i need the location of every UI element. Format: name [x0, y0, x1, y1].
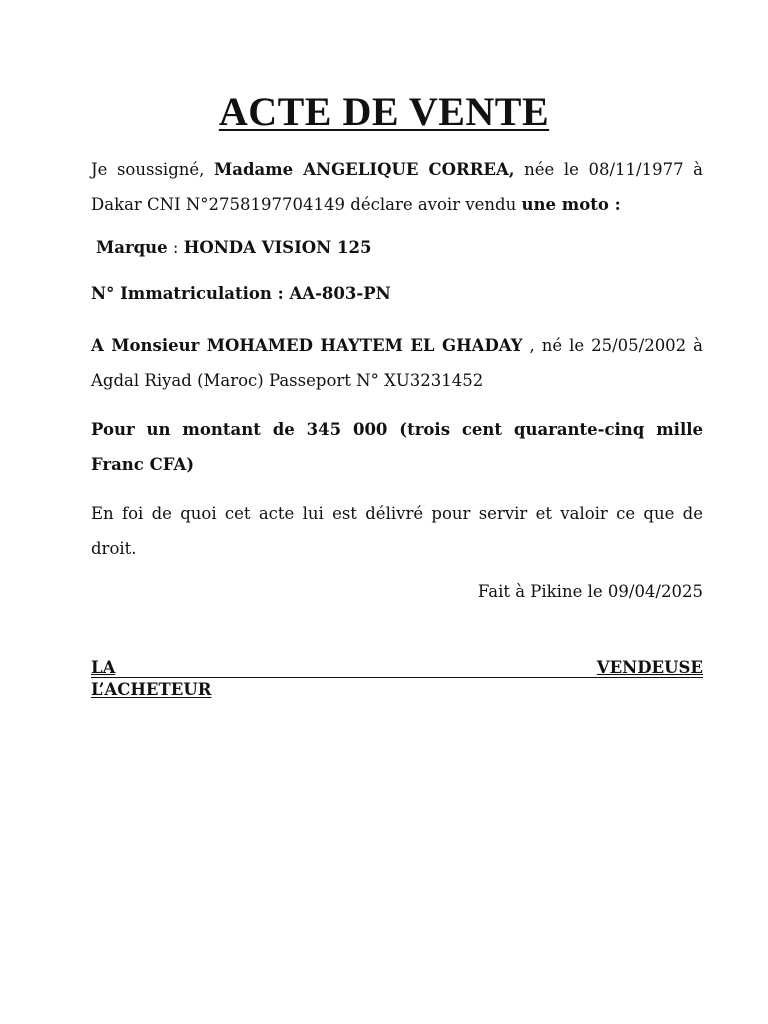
document-body — [91, 152, 703, 621]
intro-text: Je soussigné, — [91, 160, 214, 179]
buyer-paragraph — [91, 328, 703, 398]
amount-paragraph: Pour un montant de 345 000 (trois cent quarante-cinq mille Franc CFA) — [91, 420, 703, 474]
signature-line — [91, 656, 703, 678]
place-date: Fait à Pikine le 09/04/2025 — [477, 582, 703, 601]
brand-label: Marque — [96, 238, 168, 257]
seller-paragraph — [91, 152, 703, 222]
brand-separator: : — [167, 238, 184, 257]
signature-block — [91, 656, 703, 702]
document-title: ACTE DE VENTE — [218, 89, 550, 134]
buyer-details: , né le 25/05/2002 à Agdal Riyad (Maroc) Passeport N° XU3231452 — [91, 336, 703, 390]
signature-left-label: LA — [91, 658, 116, 677]
closing-paragraph: En foi de quoi cet acte lui est délivré pour servir et valoir ce que de droit. — [91, 504, 703, 558]
brand-line — [91, 236, 703, 260]
signature-buyer-label: L’ACHETEUR — [91, 680, 212, 699]
sold-item: une moto : — [521, 195, 621, 214]
registration-line: N° Immatriculation : AA-803-PN — [91, 284, 391, 303]
buyer-name: A Monsieur MOHAMED HAYTEM EL GHADAY — [91, 336, 523, 355]
seller-details: née le 08/11/1977 à Dakar CNI N°2758197704149 déclare avoir vendu — [91, 160, 703, 214]
brand-value: HONDA VISION 125 — [183, 238, 372, 257]
signature-right-label: VENDEUSE — [596, 658, 703, 677]
seller-name: Madame ANGELIQUE CORREA, — [213, 160, 515, 179]
